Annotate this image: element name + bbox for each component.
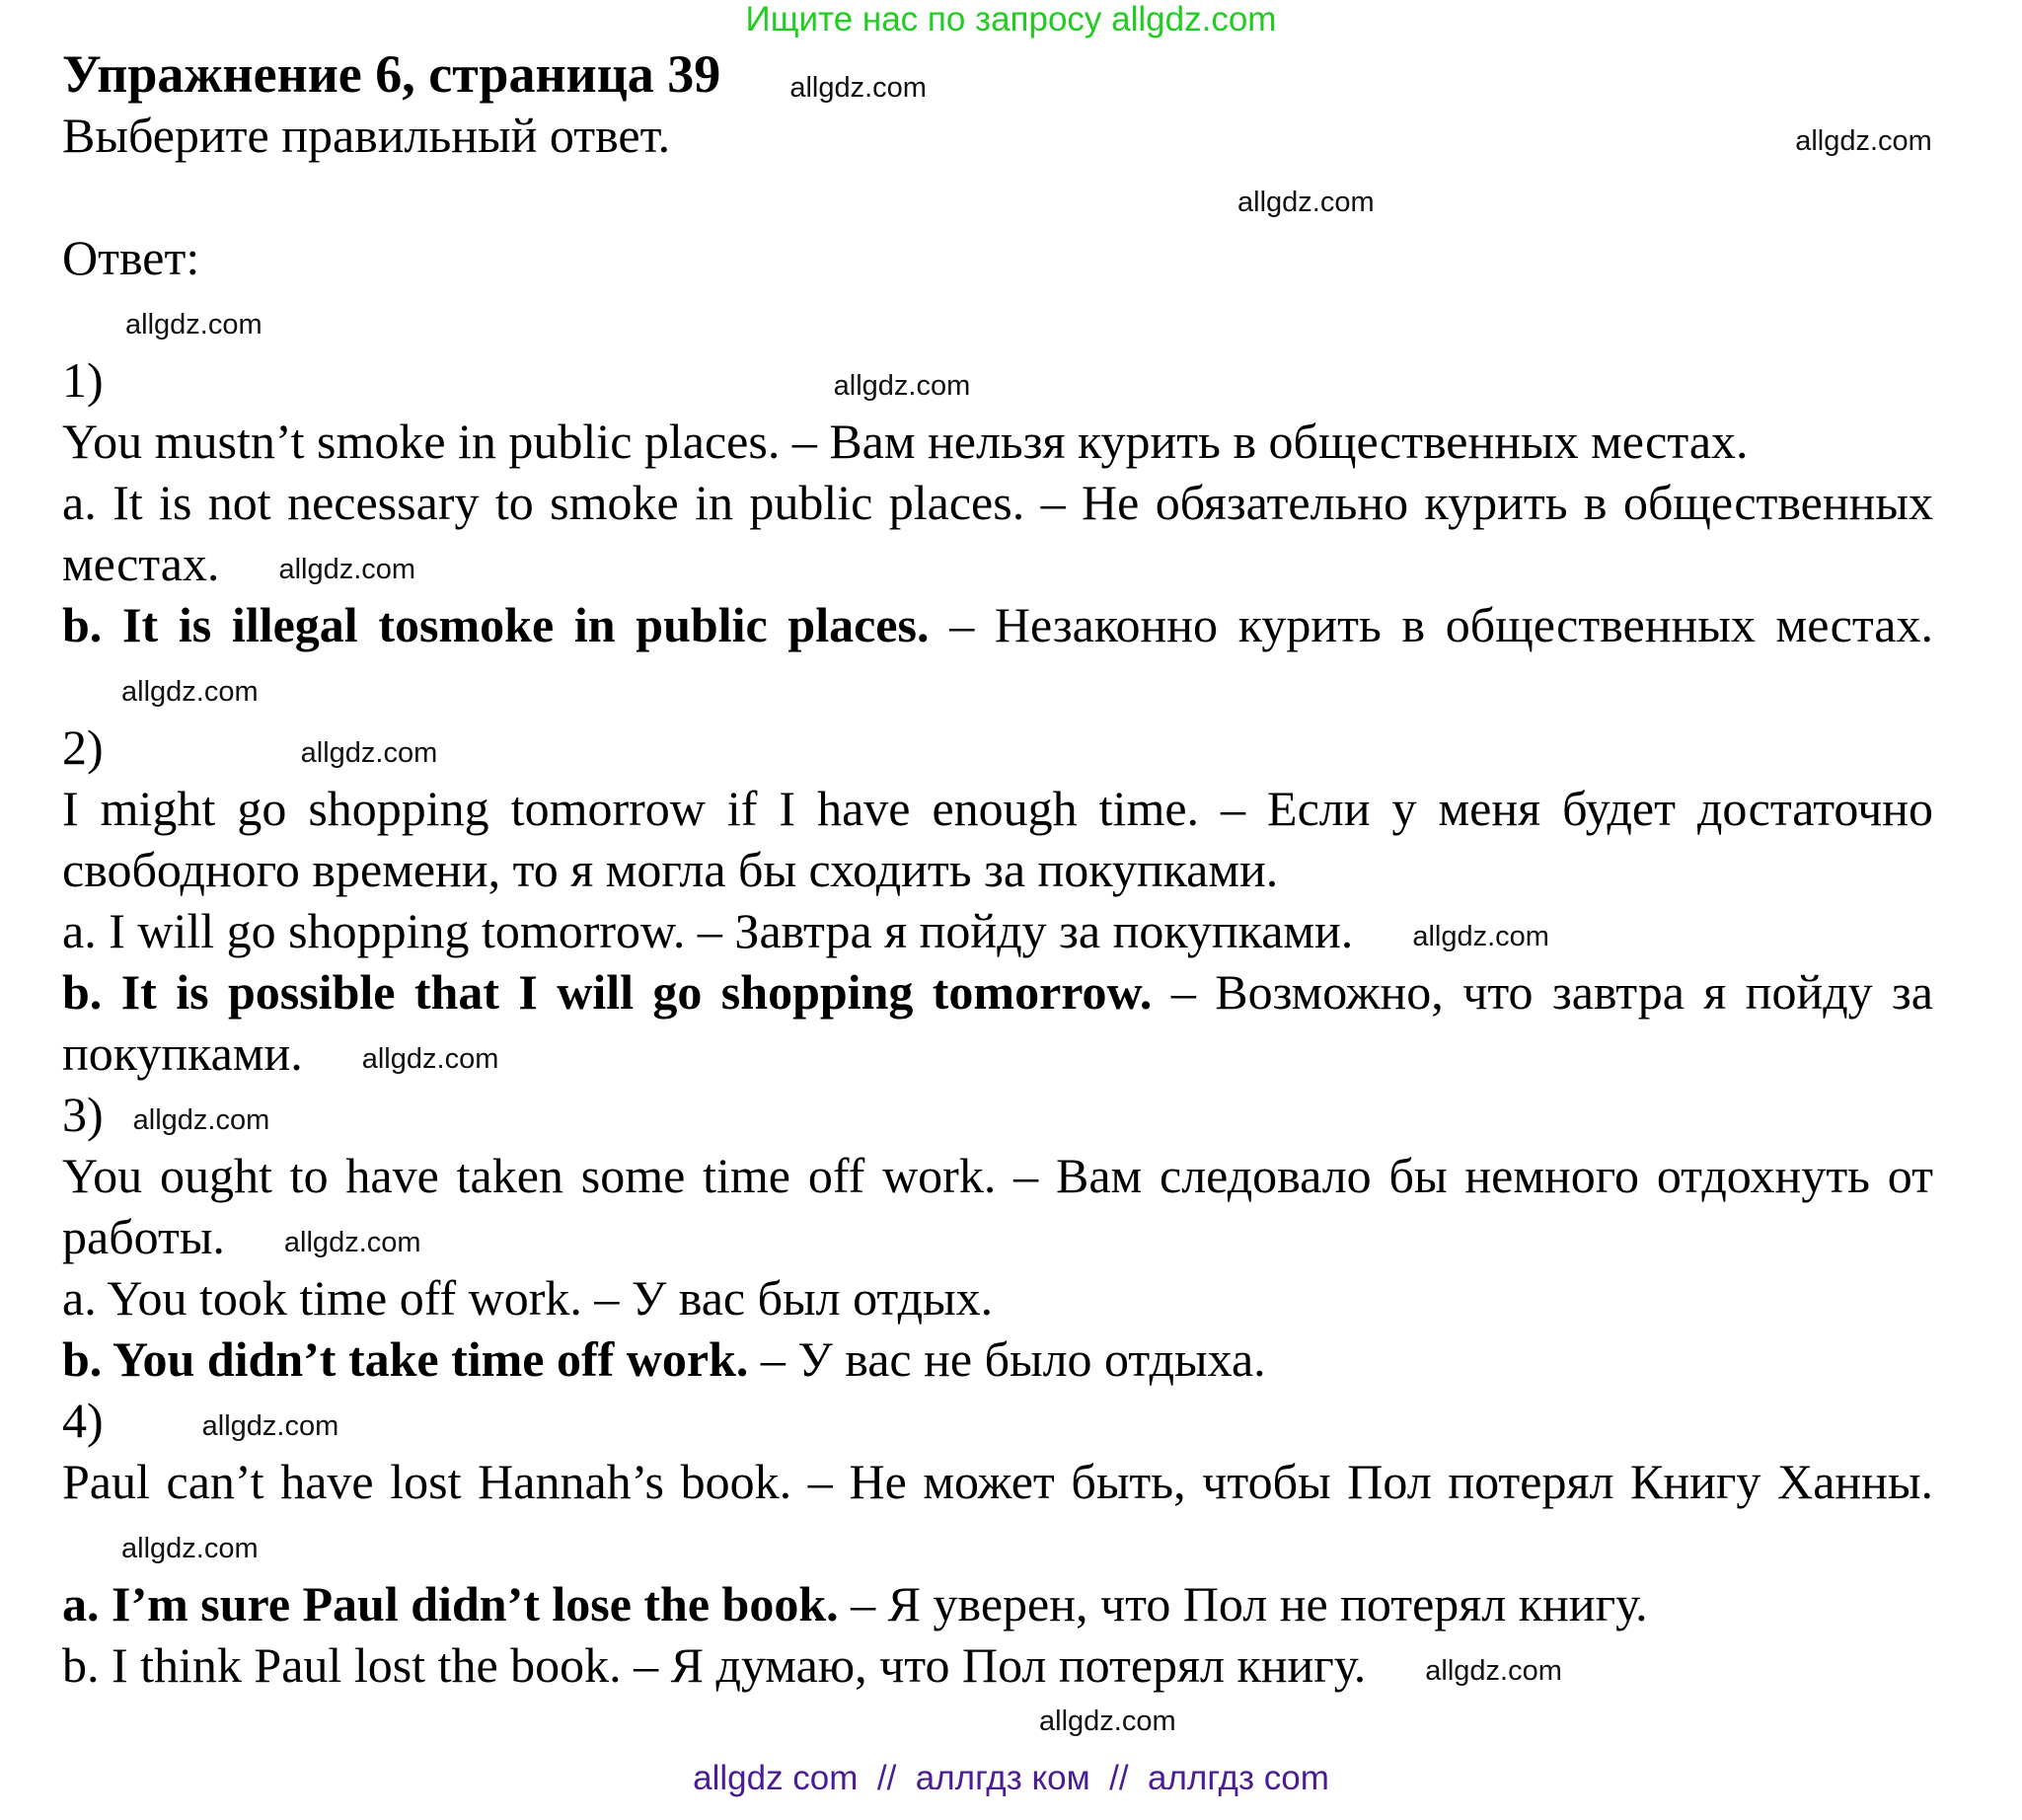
item-number: 3) — [62, 1087, 104, 1142]
watermark: allgdz.com — [1237, 186, 1375, 218]
option-b-correct: b. You didn’t take time off work. – У вас не было отдыха. — [62, 1331, 1266, 1387]
watermark: allgdz.com — [283, 1226, 421, 1258]
watermark: allgdz.com — [201, 1409, 339, 1442]
item-number-line — [62, 1084, 1933, 1145]
answer-label: Ответ: — [62, 230, 200, 285]
option-b-correct: b. It is possible that I will go shopping tomorrow. – Возможно, что завтра я пойду за покупками. allgdz.com — [62, 964, 1933, 1081]
option-b-correct: b. It is illegal tosmoke in public places. – Незаконно курить в общественных местах.allgdz.com — [62, 597, 1933, 708]
watermark: allgdz.com — [1425, 1654, 1562, 1687]
watermark: allgdz.com — [1039, 1705, 1176, 1737]
item-sentence: You mustn’t smoke in public places. – Вам нельзя курить в общественных местах. — [62, 414, 1749, 469]
option-b: b. I think Paul lost the book. – Я думаю, что Пол потерял книгу. allgdz.com — [62, 1637, 1562, 1693]
blank-line — [62, 288, 1933, 349]
page-title: Упражнение 6, страница 39 — [62, 44, 721, 104]
watermark: allgdz.com — [300, 736, 438, 769]
bottom-banner-link[interactable]: allgdz com // аллгдз ком // аллгдз com — [693, 1759, 1329, 1797]
watermark: allgdz.com — [278, 553, 416, 585]
watermark: allgdz.com — [125, 308, 262, 341]
item-number-line — [62, 717, 1933, 778]
item-sentence: You ought to have taken some time off work. – Вам следовало бы немного отдохнуть от работы. allgdz.com — [62, 1148, 1933, 1264]
watermark: allgdz.com — [1795, 124, 1932, 157]
watermark: allgdz.com — [1412, 920, 1549, 952]
item-number: 4) — [62, 1393, 104, 1448]
watermark: allgdz.com — [789, 72, 927, 105]
watermark: allgdz.com — [121, 675, 259, 708]
watermark: allgdz.com — [132, 1103, 270, 1136]
instruction: Выберите правильный ответ. — [62, 108, 671, 163]
item-number: 2) — [62, 720, 104, 775]
option-a: a. I will go shopping tomorrow. – Завтра я пойду за покупками. allgdz.com — [62, 903, 1549, 958]
option-a-correct: a. I’m sure Paul didn’t lose the book. – Я уверен, что Пол не потерял книгу. — [62, 1576, 1648, 1631]
item-number-line — [62, 349, 1933, 411]
exercise-content — [62, 105, 1933, 1735]
blank-line — [62, 166, 1933, 227]
watermark: allgdz.com — [121, 1532, 259, 1564]
answer-line — [62, 227, 1933, 288]
title-line — [62, 43, 2022, 105]
watermark: allgdz.com — [361, 1042, 499, 1075]
item-number-line — [62, 1390, 1933, 1451]
option-a: a. You took time off work. – У вас был отдых. — [62, 1270, 994, 1326]
option-a: a. It is not necessary to smoke in public places. – Не обязательно курить в общественных местах. allgdz.com — [62, 475, 1933, 591]
watermark: allgdz.com — [833, 369, 971, 402]
instruction-line — [62, 105, 1933, 166]
item-sentence: Paul can’t have lost Hannah’s book. – Не может быть, чтобы Пол потерял Книгу Ханны.allgdz.com — [62, 1454, 1933, 1564]
watermark-line — [62, 1696, 1933, 1735]
item-number: 1) — [62, 352, 104, 408]
item-sentence: I might go shopping tomorrow if I have enough time. – Если у меня будет достаточно свободного времени, то я могла бы сходить за покупками. — [62, 781, 1933, 897]
top-banner-link[interactable]: Ищите нас по запросу allgdz.com — [745, 0, 1277, 38]
